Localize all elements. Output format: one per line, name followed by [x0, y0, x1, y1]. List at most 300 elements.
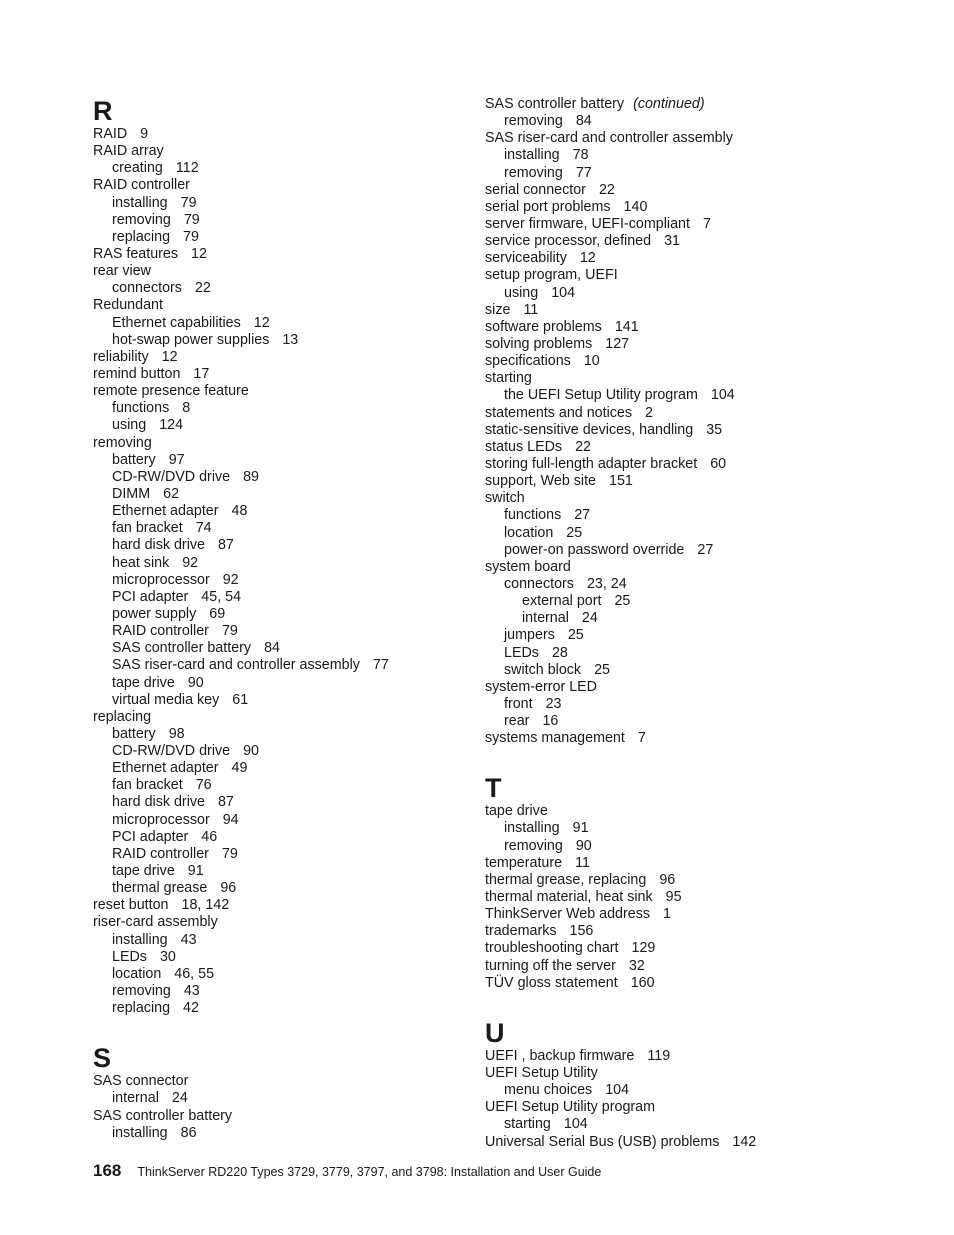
index-entry: [485, 975, 925, 992]
index-entry: [485, 803, 925, 820]
index-entry: [93, 572, 463, 589]
index-entry: [485, 302, 925, 319]
page-reference: 141: [614, 318, 639, 335]
index-term: CD-RW/DVD drive: [112, 743, 231, 760]
page-reference: 46: [201, 828, 218, 845]
index-entry: [93, 914, 463, 931]
index-term: jumpers: [504, 627, 555, 644]
page-reference: 98: [168, 725, 185, 742]
index-entry: [485, 958, 925, 975]
page-reference: 48: [231, 503, 248, 520]
index-term: serial port problems: [485, 198, 611, 215]
page-reference: 32: [628, 957, 645, 974]
page-reference: 25: [566, 524, 583, 541]
index-term: power-on password override: [504, 541, 685, 558]
index-term: ThinkServer Web address: [485, 906, 651, 923]
page-reference: 69: [209, 605, 226, 622]
index-entry: [485, 165, 925, 182]
index-term: SAS connector: [93, 1073, 189, 1090]
page-reference: 17: [193, 365, 210, 382]
index-term: TÜV gloss statement: [485, 974, 618, 991]
index-entry: [93, 246, 463, 263]
index-term: RAID controller: [112, 845, 209, 862]
index-entry: [93, 880, 463, 897]
page-reference: 12: [191, 245, 207, 262]
index-entry: [485, 559, 925, 576]
page-reference: 23, 24: [586, 575, 627, 592]
index-entry: [485, 130, 925, 147]
page-reference: 142: [732, 1133, 757, 1150]
page-reference: 13: [282, 331, 299, 348]
index-entry: [93, 606, 463, 623]
page-reference: 35: [706, 421, 723, 438]
index-term: removing: [504, 113, 563, 130]
index-entry: [485, 147, 925, 164]
index-term: switch block: [504, 661, 582, 678]
index-entry: [93, 794, 463, 811]
index-term: remind button: [93, 365, 181, 382]
index-term: turning off the server: [485, 957, 616, 974]
page-reference: 22: [598, 181, 615, 198]
page-reference: 8: [182, 400, 191, 417]
page-reference: 76: [195, 777, 212, 794]
index-term: fan bracket: [112, 520, 183, 537]
index-term: SAS riser-card and controller assembly: [485, 130, 733, 147]
index-entry: [93, 966, 463, 983]
index-entry: [485, 267, 925, 284]
index-entry: [485, 662, 925, 679]
index-term: connectors: [504, 575, 574, 592]
index-term: software problems: [485, 318, 602, 335]
index-entry: [93, 520, 463, 537]
page-reference: 78: [572, 147, 589, 164]
index-entry: [485, 1099, 925, 1116]
page-reference: 31: [664, 233, 680, 250]
book-title: ThinkServer RD220 Types 3729, 3779, 3797, and 3798: Installation and User Guide: [137, 1165, 602, 1179]
index-entry: [485, 319, 925, 336]
index-entry: [485, 439, 925, 456]
index-term: removing: [112, 211, 171, 228]
index-entry: [93, 195, 463, 212]
page-reference: 129: [631, 940, 656, 957]
index-entry: [485, 1082, 925, 1099]
index-entry: [485, 645, 925, 662]
page-reference: 90: [575, 837, 592, 854]
page-reference: 16: [542, 713, 559, 730]
index-term: removing: [112, 983, 171, 1000]
page-reference: 25: [614, 593, 631, 610]
index-term: removing: [504, 164, 563, 181]
index-term: installing: [112, 1124, 168, 1141]
page-reference: 77: [575, 164, 592, 181]
page-reference: 92: [222, 571, 239, 588]
index-term: starting: [504, 1116, 551, 1133]
index-entry: [93, 949, 463, 966]
page-reference: 84: [575, 113, 592, 130]
index-term: setup program, UEFI: [485, 267, 618, 284]
page-reference: 94: [222, 811, 239, 828]
index-term: location: [112, 965, 162, 982]
index-term: size: [485, 301, 511, 318]
index-term: DIMM: [112, 485, 151, 502]
index-term: Ethernet adapter: [112, 503, 219, 520]
index-term: functions: [112, 400, 170, 417]
page-reference: 30: [159, 948, 176, 965]
page-reference: 9: [140, 126, 149, 142]
index-term: UEFI , backup firmware: [485, 1047, 635, 1064]
index-entry: [93, 983, 463, 1000]
index-term: RAS features: [93, 245, 179, 262]
index-entry: [93, 503, 463, 520]
index-term: riser-card assembly: [93, 914, 218, 931]
index-term: menu choices: [504, 1082, 593, 1099]
index-entry: [93, 349, 463, 366]
index-term: CD-RW/DVD drive: [112, 468, 231, 485]
page-reference: 43: [180, 931, 197, 948]
index-entry: [93, 143, 463, 160]
index-term: solving problems: [485, 335, 593, 352]
page-reference: 22: [575, 438, 591, 455]
index-entry: [93, 692, 463, 709]
page-reference: 160: [630, 974, 655, 991]
page-reference: 49: [231, 760, 248, 777]
index-entry: [93, 229, 463, 246]
index-term: support, Web site: [485, 473, 596, 490]
index-letter-heading: R: [93, 96, 113, 126]
index-letter-heading: U: [485, 1017, 505, 1048]
index-entry: [93, 897, 463, 914]
index-term: reliability: [93, 348, 149, 365]
page-reference: 92: [182, 554, 199, 571]
index-entry: [93, 297, 463, 314]
index-entry: [485, 730, 925, 747]
index-entry: [93, 760, 463, 777]
index-term: tape drive: [112, 863, 175, 880]
page-reference: 91: [572, 820, 589, 837]
index-entry: [93, 177, 463, 194]
index-entry: [485, 250, 925, 267]
index-entry: [485, 113, 925, 130]
index-term: external port: [522, 593, 602, 610]
page-reference: 151: [609, 473, 633, 490]
page-reference: 97: [168, 451, 185, 468]
index-term: RAID array: [93, 143, 164, 160]
index-entry: [93, 829, 463, 846]
index-term: internal: [112, 1090, 159, 1107]
index-letter-heading: S: [93, 1043, 112, 1074]
index-term: microprocessor: [112, 811, 210, 828]
index-entry: [93, 640, 463, 657]
page-reference: 90: [187, 674, 204, 691]
index-term: installing: [112, 931, 168, 948]
index-entry: [93, 160, 463, 177]
index-term: temperature: [485, 854, 563, 871]
index-entry: [93, 417, 463, 434]
page-reference: 104: [563, 1116, 588, 1133]
index-term: tape drive: [485, 803, 548, 820]
index-term: system board: [485, 558, 571, 575]
index-entry: [485, 696, 925, 713]
index-entry: [93, 863, 463, 880]
index-term: statements and notices: [485, 404, 633, 421]
index-letter-heading: T: [485, 773, 502, 804]
page-reference: 27: [574, 507, 591, 524]
page-reference: 79: [183, 228, 199, 245]
index-term: replacing: [93, 708, 152, 725]
index-entry: [485, 182, 925, 199]
page-reference: 104: [605, 1082, 630, 1099]
index-term: power supply: [112, 605, 197, 622]
page-reference: 84: [264, 640, 280, 657]
index-entry: [93, 726, 463, 743]
page-reference: 11: [523, 301, 539, 318]
index-term: internal: [522, 610, 569, 627]
page-number: 168: [93, 1161, 122, 1180]
index-entry: [485, 593, 925, 610]
index-term: RAID controller: [93, 177, 190, 194]
index-entry: [485, 923, 925, 940]
index-entry: [485, 199, 925, 216]
index-entry: [93, 263, 463, 280]
page-reference: 60: [710, 455, 727, 472]
page-reference: 96: [659, 871, 676, 888]
index-term: UEFI Setup Utility: [485, 1065, 598, 1082]
index-entry: [485, 855, 925, 872]
index-entry: [485, 1065, 925, 1082]
index-entry: [485, 838, 925, 855]
index-term: virtual media key: [112, 691, 220, 708]
index-term: connectors: [112, 280, 182, 297]
index-entry: [93, 400, 463, 417]
index-entry: [93, 777, 463, 794]
index-entry: [485, 610, 925, 627]
index-entry: [93, 709, 463, 726]
page-reference: 90: [243, 743, 259, 760]
page-reference: 87: [217, 794, 234, 811]
index-term: specifications: [485, 353, 571, 370]
page-reference: 140: [623, 198, 648, 215]
page-reference: 86: [180, 1124, 197, 1141]
index-entry: [93, 1108, 463, 1125]
index-term: status LEDs: [485, 438, 563, 455]
page-reference: 124: [159, 417, 184, 434]
index-entry: [485, 387, 925, 404]
index-entry: [93, 212, 463, 229]
index-term: systems management: [485, 730, 625, 747]
index-term: installing: [112, 194, 168, 211]
page-reference: 79: [221, 845, 238, 862]
index-entry: [485, 233, 925, 250]
index-term: RAID controller: [112, 623, 209, 640]
page-reference: 74: [195, 520, 212, 537]
index-entry: [485, 679, 925, 696]
index-term: rear view: [93, 263, 151, 280]
page-reference: 127: [605, 335, 630, 352]
page-reference: 45, 54: [201, 588, 242, 605]
index-entry: [93, 1073, 463, 1090]
index-entry: [93, 589, 463, 606]
index-entry: [93, 743, 463, 760]
index-entry: [93, 332, 463, 349]
page-reference: 25: [567, 627, 584, 644]
index-term: LEDs: [112, 948, 147, 965]
page-reference: 22: [194, 280, 211, 297]
page-reference: 79: [221, 623, 238, 640]
index-term: battery: [112, 451, 156, 468]
index-term: Ethernet capabilities: [112, 314, 241, 331]
index-term: switch: [485, 490, 525, 507]
index-term: UEFI Setup Utility program: [485, 1099, 656, 1116]
index-term: system-error LED: [485, 678, 598, 695]
index-term: replacing: [112, 1000, 171, 1017]
index-term: installing: [504, 820, 560, 837]
index-entry: [485, 1116, 925, 1133]
index-term: installing: [504, 147, 560, 164]
index-term: fan bracket: [112, 777, 183, 794]
index-entry: [93, 555, 463, 572]
index-term: creating: [112, 160, 163, 177]
index-term: trademarks: [485, 923, 557, 940]
index-entry: [93, 1125, 463, 1142]
index-entry: [485, 96, 925, 113]
index-term: thermal material, heat sink: [485, 889, 653, 906]
index-term: microprocessor: [112, 571, 210, 588]
index-term: SAS controller battery: [112, 640, 252, 657]
index-entry: [93, 486, 463, 503]
index-term: removing: [93, 434, 152, 451]
index-column-right: [485, 96, 925, 1151]
page-reference: 104: [710, 387, 735, 404]
index-entry: [93, 452, 463, 469]
index-term: troubleshooting chart: [485, 940, 619, 957]
page-reference: 87: [217, 537, 234, 554]
page-reference: 18, 142: [181, 897, 230, 914]
index-entry: [485, 889, 925, 906]
index-term: heat sink: [112, 554, 170, 571]
index-term: reset button: [93, 897, 169, 914]
index-term: Ethernet adapter: [112, 760, 219, 777]
index-entry: [93, 1090, 463, 1107]
index-entry: [485, 820, 925, 837]
page-reference: 91: [187, 863, 204, 880]
index-entry: [93, 1000, 463, 1017]
index-term: using: [504, 284, 539, 301]
index-entry: [93, 315, 463, 332]
page-reference: 24: [171, 1090, 188, 1107]
section-spacer: [93, 1017, 463, 1043]
index-entry: [485, 713, 925, 730]
index-entry: [93, 469, 463, 486]
index-term: service processor, defined: [485, 233, 652, 250]
section-spacer: [485, 747, 925, 773]
page-reference: 25: [594, 661, 610, 678]
index-entry: [93, 846, 463, 863]
index-entry: [93, 537, 463, 554]
page-reference: 156: [569, 923, 594, 940]
index-term: remote presence feature: [93, 383, 249, 400]
index-term: PCI adapter: [112, 828, 189, 845]
page-reference: 2: [645, 404, 653, 421]
index-term: tape drive: [112, 674, 175, 691]
index-term: serial connector: [485, 181, 586, 198]
index-entry: [93, 280, 463, 297]
continued-note: (continued): [633, 96, 705, 112]
index-term: Universal Serial Bus (USB) problems: [485, 1133, 720, 1150]
index-term: removing: [504, 837, 563, 854]
index-term: static-sensitive devices, handling: [485, 421, 694, 438]
index-entry: [485, 1048, 925, 1065]
index-term: thermal grease, replacing: [485, 871, 647, 888]
index-entry: [93, 657, 463, 674]
index-entry: [93, 383, 463, 400]
page-reference: 96: [220, 880, 237, 897]
page-reference: 112: [175, 160, 199, 177]
index-entry: [485, 525, 925, 542]
index-entry: [485, 370, 925, 387]
page-reference: 7: [702, 215, 711, 232]
index-entry: [485, 627, 925, 644]
index-entry: [485, 216, 925, 233]
page-reference: 27: [697, 541, 714, 558]
index-term: the UEFI Setup Utility program: [504, 387, 698, 404]
index-entry: [485, 507, 925, 524]
section-spacer: [485, 992, 925, 1018]
page-reference: 12: [161, 348, 178, 365]
page-reference: 79: [180, 194, 197, 211]
index-term: starting: [485, 370, 532, 387]
index-term: PCI adapter: [112, 588, 189, 605]
index-term: SAS controller battery: [93, 1107, 233, 1124]
index-term: functions: [504, 507, 562, 524]
index-term: hard disk drive: [112, 794, 205, 811]
page-reference: 89: [243, 468, 259, 485]
index-term: LEDs: [504, 644, 539, 661]
index-entry: [93, 366, 463, 383]
index-column-left: [93, 96, 463, 1142]
page-reference: 24: [581, 610, 598, 627]
index-entry: [485, 336, 925, 353]
index-entry: [485, 872, 925, 889]
index-entry: [93, 675, 463, 692]
page-reference: 61: [232, 691, 249, 708]
page-reference: 11: [575, 854, 590, 871]
page-reference: 119: [647, 1047, 671, 1064]
index-term: storing full-length adapter bracket: [485, 455, 698, 472]
index-entry: [93, 126, 463, 143]
index-term: RAID: [93, 126, 128, 142]
page-reference: 62: [163, 485, 180, 502]
page-reference: 43: [183, 983, 200, 1000]
page-reference: 1: [663, 906, 671, 923]
page-reference: 79: [183, 211, 200, 228]
index-term: using: [112, 417, 147, 434]
page-reference: 42: [183, 1000, 199, 1017]
index-term: hot-swap power supplies: [112, 331, 270, 348]
index-entry: [485, 285, 925, 302]
index-entry: [485, 490, 925, 507]
page-reference: 23: [545, 695, 562, 712]
index-term: hard disk drive: [112, 537, 205, 554]
page-reference: 46, 55: [174, 965, 215, 982]
index-term: SAS riser-card and controller assembly: [112, 657, 360, 674]
page-footer: [93, 1161, 601, 1181]
index-term: server firmware, UEFI-compliant: [485, 215, 690, 232]
page-reference: 104: [551, 284, 576, 301]
page-reference: 77: [372, 657, 389, 674]
index-term: rear: [504, 713, 530, 730]
index-entry: [485, 353, 925, 370]
index-entry: [485, 1134, 925, 1151]
